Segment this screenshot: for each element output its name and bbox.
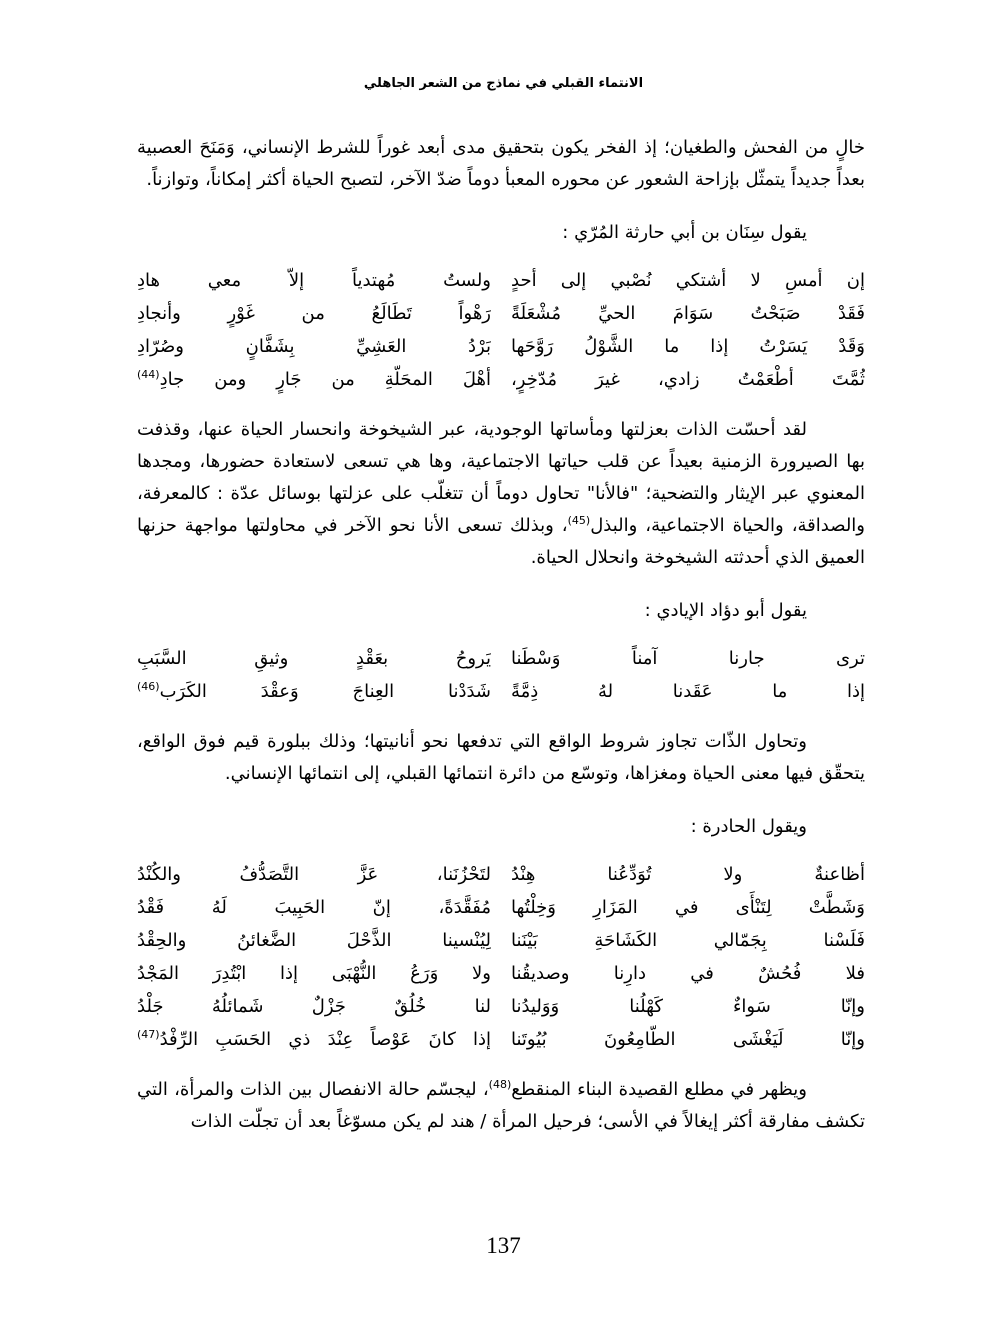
second-hemistich: لنا خُلُقٌ جَزْلٌ شَمائلُهُ جَلْدُ — [137, 996, 491, 1017]
paragraph-2 — [137, 414, 865, 574]
second-hemistich: يَروحُ بعَقْدٍ وثيقِ السَّبَبِ — [137, 648, 491, 669]
footnote-marker: (48) — [488, 1078, 512, 1091]
poem-abu-duad — [137, 642, 865, 708]
footnote-marker: (44) — [137, 368, 160, 381]
first-hemistich: أظاعنةٌ ولا تُوَدِّعُنا هِنْدُ — [511, 864, 865, 885]
verse — [137, 990, 865, 1023]
hemistich-text: إذا كانَ عَوْصاً عِنْدَ ذي الحَسَبِ الرِّفْدُ — [159, 1029, 491, 1050]
first-hemistich: ترى جارنا آمناً وَسْطَنا — [511, 648, 865, 669]
first-hemistich: وَشَطَّتْ لِتَنْأَى في المَزَارِ وَخِلْتُها — [511, 897, 865, 918]
hemistich-text: شَدَدْنا العِناجَ وَعقْدَ الكَرَب — [159, 681, 491, 702]
second-hemistich — [137, 363, 491, 396]
second-hemistich: لتَحْزُنَنا، عَزَّ التَّصَدُّفُ والكُنْدُ — [137, 864, 491, 885]
page-number: 137 — [486, 1233, 521, 1258]
verse — [137, 675, 865, 708]
paragraph-text: ، ليجسّم حالة الانفصال بين الذات والمرأة، التي تكشف مفارقة أكثر إيغالاً في الأسى؛ فرحيل المرأة / هند لم يكن مسوّغاً بعد أن تجلّت الذات — [137, 1079, 865, 1132]
poem-intro-sinan: يقول سِنَان بن أبي حارثة المُرّي : — [562, 222, 807, 243]
first-hemistich: إذا ما عَقَدنا لهُ ذِمَّةً — [511, 681, 865, 702]
second-hemistich: ولا وَرَعُ النُّهْبَى إذا ابْتُدِرَ المَجْدُ — [137, 963, 491, 984]
verse — [137, 1023, 865, 1056]
verse — [137, 363, 865, 396]
verse — [137, 330, 865, 363]
verse — [137, 264, 865, 297]
verse — [137, 642, 865, 675]
second-hemistich — [137, 675, 491, 708]
paragraph-text: ، وبذلك تسعى الأنا نحو الآخر في محاولتها مواجهة حزنها العميق الذي أحدثته الشيخوخة وانحلال الحياة. — [137, 515, 865, 568]
footnote-number: 47 — [141, 1028, 156, 1041]
footnote-number: 45 — [571, 514, 586, 527]
page-body — [137, 132, 865, 1138]
footnote-marker: (47) — [137, 1028, 160, 1041]
verse — [137, 957, 865, 990]
footnote-number: 48 — [492, 1078, 507, 1091]
paragraph-text: ويظهر في مطلع القصيدة البناء المنقطع — [511, 1079, 807, 1100]
second-hemistich: بَرْدُ العَشِيِّ بِشَفَّانٍ وصُرّادِ — [137, 336, 491, 357]
second-hemistich — [137, 1023, 491, 1056]
first-hemistich: إن أمسِ لا أشتكي نُصْبي إلى أحدٍ — [511, 270, 865, 291]
hemistich-text: أهْلَ المحَلّةِ من جَارٍ ومن جادِ — [159, 369, 491, 390]
first-hemistich: فَلَسْنا بِجَمّالي الكَشَاحَةِ بَيْنَنا — [511, 930, 865, 951]
poem-sinan — [137, 264, 865, 396]
second-hemistich: لِيُنْسينا الذَّحْلَ الضَّغائنُ والحِقْدُ — [137, 930, 491, 951]
paragraph-4 — [137, 1074, 865, 1138]
poem-intro-abu-duad: يقول أبو دؤاد الإيادي : — [644, 600, 807, 621]
poem-intro-hadira: ويقول الحادرة : — [690, 816, 807, 837]
first-hemistich: فَقَدْ صَبَحْتُ سَوَامَ الحيِّ مُشْعَلَةً — [511, 303, 865, 324]
footnote-marker: (45) — [567, 514, 591, 527]
first-hemistich: وإنّا لَيَغْشَى الطّامِعُونَ بُيُوتَنا — [511, 1029, 865, 1050]
first-hemistich: فلا فُحُشٌ في دارِنا وصديقُنا — [511, 963, 865, 984]
first-hemistich: وَقَدْ يَسَرْتُ إذا ما الشَّوْلُ رَوَّحَها — [511, 336, 865, 357]
verse — [137, 924, 865, 957]
running-header: الانتماء القبلي في نماذج من الشعر الجاهلي — [363, 76, 644, 91]
footnote-marker: (46) — [137, 680, 160, 693]
footnote-number: 44 — [141, 368, 156, 381]
verse — [137, 297, 865, 330]
paragraph-1: خالٍ من الفحش والطغيان؛ إذ الفخر يكون بتحقيق مدى أبعد غوراً للشرط الإنساني، وَمَنَحَ العصبية بعداً جديداً يتمثّل بإزاحة الشعور عن محوره المعبأ دوماً ضدّ الآخر، لتصبح الحياة أكثر إمكاناً، وتوازناً. — [137, 137, 865, 190]
first-hemistich: ثُمَّتَ أطْعَمْتُ زادي، غيرَ مُدّخِرٍ، — [511, 369, 865, 390]
second-hemistich: مُفَقَّدَةً، إنّ الحَبِيبَ لَهُ فَقْدُ — [137, 897, 491, 918]
paragraph-3: وتحاول الذّات تجاوز شروط الواقع التي تدفعها نحو أنانيتها؛ وذلك ببلورة قيم فوق الواقع، يتحقّق فيها معنى الحياة ومغزاها، وتوسّع من دائرة انتمائها القبلي، إلى انتمائها الإنساني. — [137, 731, 865, 784]
poem-hadira — [137, 858, 865, 1056]
footnote-number: 46 — [141, 680, 156, 693]
paragraph-text: لقد أحسّت الذات بعزلتها ومأساتها الوجودية، عبر الشيخوخة وانحسار الحياة عنها، وقذفت بها الصيرورة الزمنية بعيداً عن قلب حياتها الاجتماعية، وها هي تسعى لاستعادة حضورها، ومجدها المعنوي عبر الإيثار والتضحية؛ "فالأنا" تحاول دوماً أن تتغلّب على عزلتها بوسائل عدّة : كالمعرفة، والصداقة، والحياة الاجتماعية، والبذل — [137, 419, 866, 536]
second-hemistich: ولستُ مُهتدياً إلاّ معي هادِ — [137, 270, 491, 291]
verse — [137, 858, 865, 891]
verse — [137, 891, 865, 924]
second-hemistich: رَهْواً تَطَالَعُ من غَوْرٍ وأنجادِ — [137, 303, 491, 324]
first-hemistich: وإنّا سَواءٌ كَهْلُنا وَوَليدُنا — [511, 996, 865, 1017]
